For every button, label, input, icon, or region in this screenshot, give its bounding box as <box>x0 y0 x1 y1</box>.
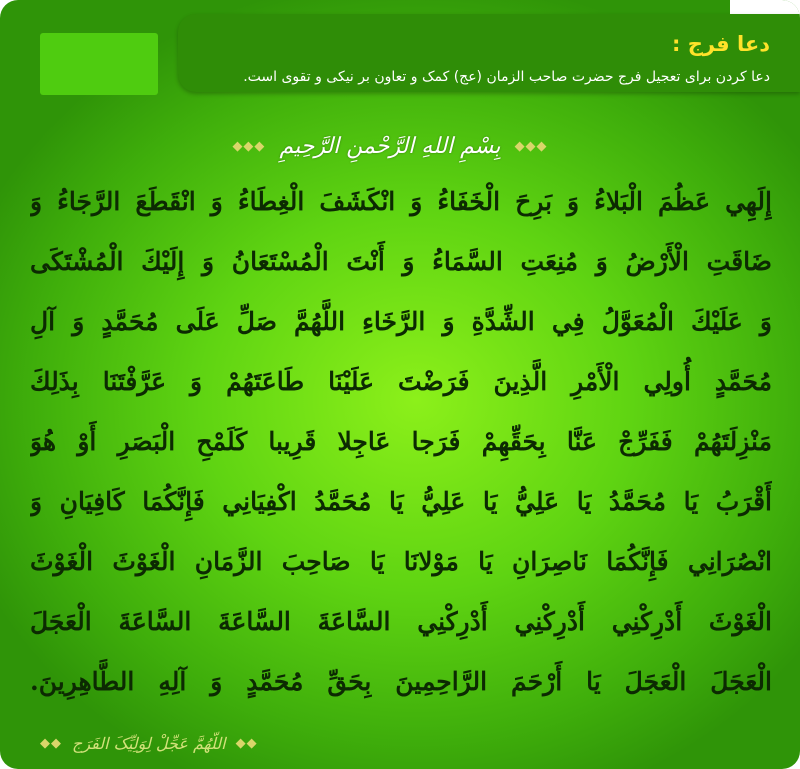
prayer-text <box>30 172 772 712</box>
basmala-row <box>220 118 560 174</box>
footer <box>40 726 258 760</box>
prayer-line: وَ عَلَيْكَ الْمُعَوَّلُ فِي الشِّدَّةِ وَ الرَّخَاءِ اللَّهُمَّ صَلِّ عَلَى مُحَمَّدٍ وَ آلِ <box>30 307 772 336</box>
prayer-line: أَقْرَبُ يَا مُحَمَّدُ يَا عَلِيُّ يَا عَلِيُّ يَا مُحَمَّدُ اكْفِيَانِي فَإِنَّكُمَا كَافِيَانِ وَ <box>30 487 772 516</box>
ornament-icon: ◆◆ <box>235 735 258 751</box>
prayer-line: مُحَمَّدٍ أُولِي الْأَمْرِ الَّذِينَ فَرَضْتَ عَلَيْنَا طَاعَتَهُمْ وَ عَرَّفْتَنَا بِذَلِكَ <box>30 367 772 396</box>
header-subtitle: دعا کردن برای تعجیل فرج حضرت صاحب الزمان (عج) کمک و تعاون بر نیکی و تقوی است. <box>243 69 770 85</box>
basmala: بِسْمِ اللهِ الرَّحْمنِ الرَّحِیمِ <box>279 133 501 159</box>
ornament-icon: ◆◆◆ <box>232 138 266 154</box>
logo-placeholder <box>40 33 158 95</box>
footer-text: اللّهُمَّ عَجِّلْ لِوَلِیِّکَ الفَرَج <box>72 733 226 753</box>
prayer-line: مَنْزِلَتَهُمْ فَفَرِّجْ عَنَّا بِحَقِّهِمْ فَرَجا عَاجِلا قَرِيبا كَلَمْحِ الْبَصَرِ أَوْ هُوَ <box>30 427 772 456</box>
prayer-line: ضَاقَتِ الْأَرْضُ وَ مُنِعَتِ السَّمَاءُ وَ أَنْتَ الْمُسْتَعَانُ وَ إِلَيْكَ الْمُشْتَكَى <box>30 247 772 276</box>
ornament-icon: ◆◆◆ <box>514 138 548 154</box>
header-banner <box>178 14 800 92</box>
prayer-line: إِلَهِي عَظُمَ الْبَلاءُ وَ بَرِحَ الْخَفَاءُ وَ انْكَشَفَ الْغِطَاءُ وَ انْقَطَعَ الرَّجَاءُ وَ <box>30 187 772 216</box>
prayer-line: الْعَجَلَ الْعَجَلَ يَا أَرْحَمَ الرَّاحِمِينَ بِحَقِّ مُحَمَّدٍ وَ آلِهِ الطَّاهِرِينَ. <box>30 667 772 696</box>
prayer-line: انْصُرَانِي فَإِنَّكُمَا نَاصِرَانِ يَا مَوْلانَا يَا صَاحِبَ الزَّمَانِ الْغَوْثَ الْغَوْثَ <box>30 547 772 576</box>
ornament-icon: ◆◆ <box>40 735 62 751</box>
prayer-line: الْغَوْثَ أَدْرِكْنِي أَدْرِكْنِي أَدْرِكْنِي السَّاعَةَ السَّاعَةَ السَّاعَةَ الْعَجَلَ <box>30 607 772 636</box>
header-title: دعا فرج : <box>672 32 770 56</box>
